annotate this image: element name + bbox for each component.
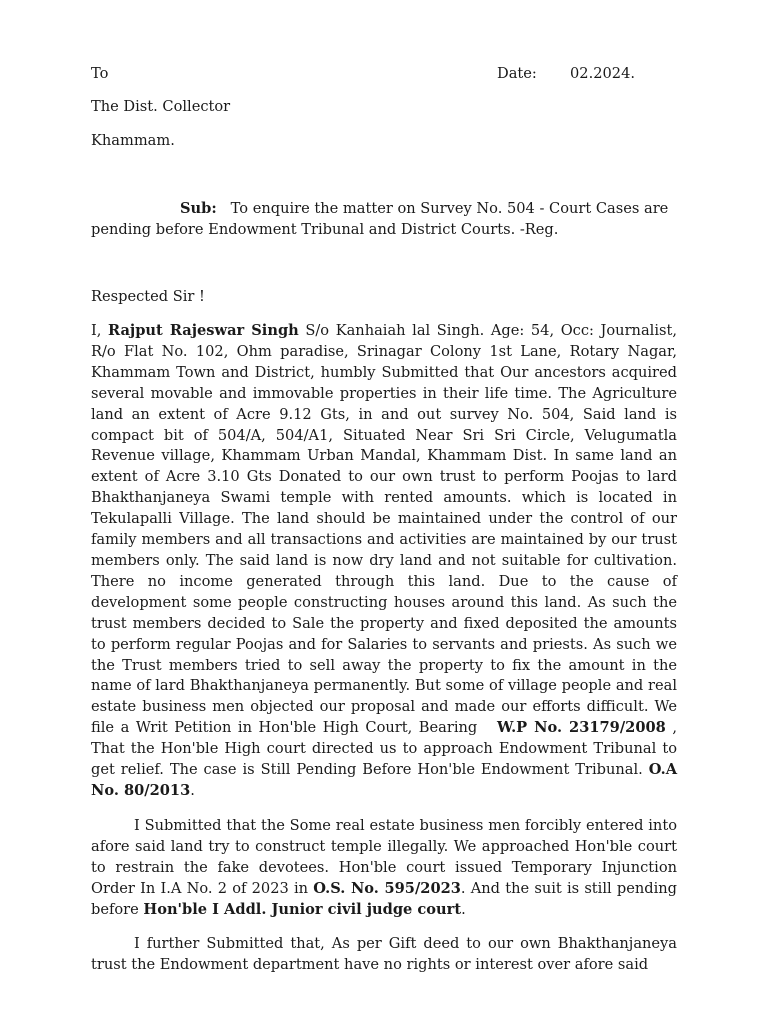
paragraph-2 [91,816,677,921]
oa-number: O.A No. 80/2013 [91,761,678,799]
writ-petition-number: W.P No. 23179/2008 [496,719,666,737]
para1-text-body: S/o Kanhaiah lal Singh. Age: 54, Occ: Journalist, R/o Flat No. 102, Ohm paradise, Srinagar Colony 1st Lane, Rotary Nagar, Khammam Town and District, humbly Submitted that Our ancestors acquired several movable and immovable properties in their life time. The Agriculture land an extent of Acre 9.12 Gts, in and out survey No. 504, Said land is compact bit of 504/A, 504/A1, Situated Near Sri Sri Circle, Velugumatla Revenue village, Khammam Urban Mandal, Khammam Dist. In same land an extent of Acre 3.10 Gts Donated to our own trust to perform Poojas to lard Bhakthanjaneya Swami temple with rented amounts. which is located in Tekulapalli Village. The land should be maintained under the control of our family members and all transactions and activities are maintained by our trust members only. The said land is now dry land and not suitable for cultivation. There no income generated through this land. Due to the cause of development some people constructing houses around this land. As such the trust members decided to Sale the property and fixed deposited the amounts to perform regular Poojas and for Salaries to servants and priests. As such we the Trust members tried to sell away the property to fix the amount in the name of lard Bhakthanjaneya permanently. But some of village people and real estate business men objected our proposal and made our efforts difficult. We file a Writ Petition in Hon'ble High Court, Bearing [91,322,677,737]
para2-text-end: . [461,900,466,918]
para1-text-cont: , That the Hon'ble High court directed us to approach Endowment Tribunal to get relief. The case is Still Pending Before Hon'ble Endowment Tribunal. [91,719,677,779]
salutation: Respected Sir ! [91,288,205,305]
date-value: 02.2024. [570,65,635,82]
petitioner-name: Rajput Rajeswar Singh [108,322,299,339]
subject-text: To enquire the matter on Survey No. 504 - Court Cases are pending before Endowment Tribunal and District Courts. -Reg. [91,200,669,238]
to-label: To [91,65,109,82]
para2-text-cont: . And the suit is still pending before [91,879,678,918]
para1-text-start: I, [91,322,102,339]
paragraph-1 [91,321,677,802]
para3-text: I further Submitted that, As per Gift deed to our own Bhakthanjaneya trust the Endowment department have no rights or interest over afore said [91,935,677,973]
subject-block [91,199,677,240]
date-label: Date: [497,65,537,82]
court-name: Hon'ble I Addl. Junior civil judge court [143,900,462,918]
paragraph-3 [91,934,677,976]
para1-text-end: . [190,781,195,799]
recipient-place: Khammam. [91,132,175,149]
subject-label: Sub: [180,200,217,217]
para2-text-start: I Submitted that the Some real estate business men forcibly entered into afore said land try to construct temple illegally. We approached Hon'ble court to restrain the fake devotees. Hon'ble court issued Temporary Injunction Order In I.A No. 2 of 2023 in [91,817,677,897]
os-number: O.S. No. 595/2023 [313,879,461,897]
recipient-title: The Dist. Collector [91,98,231,115]
